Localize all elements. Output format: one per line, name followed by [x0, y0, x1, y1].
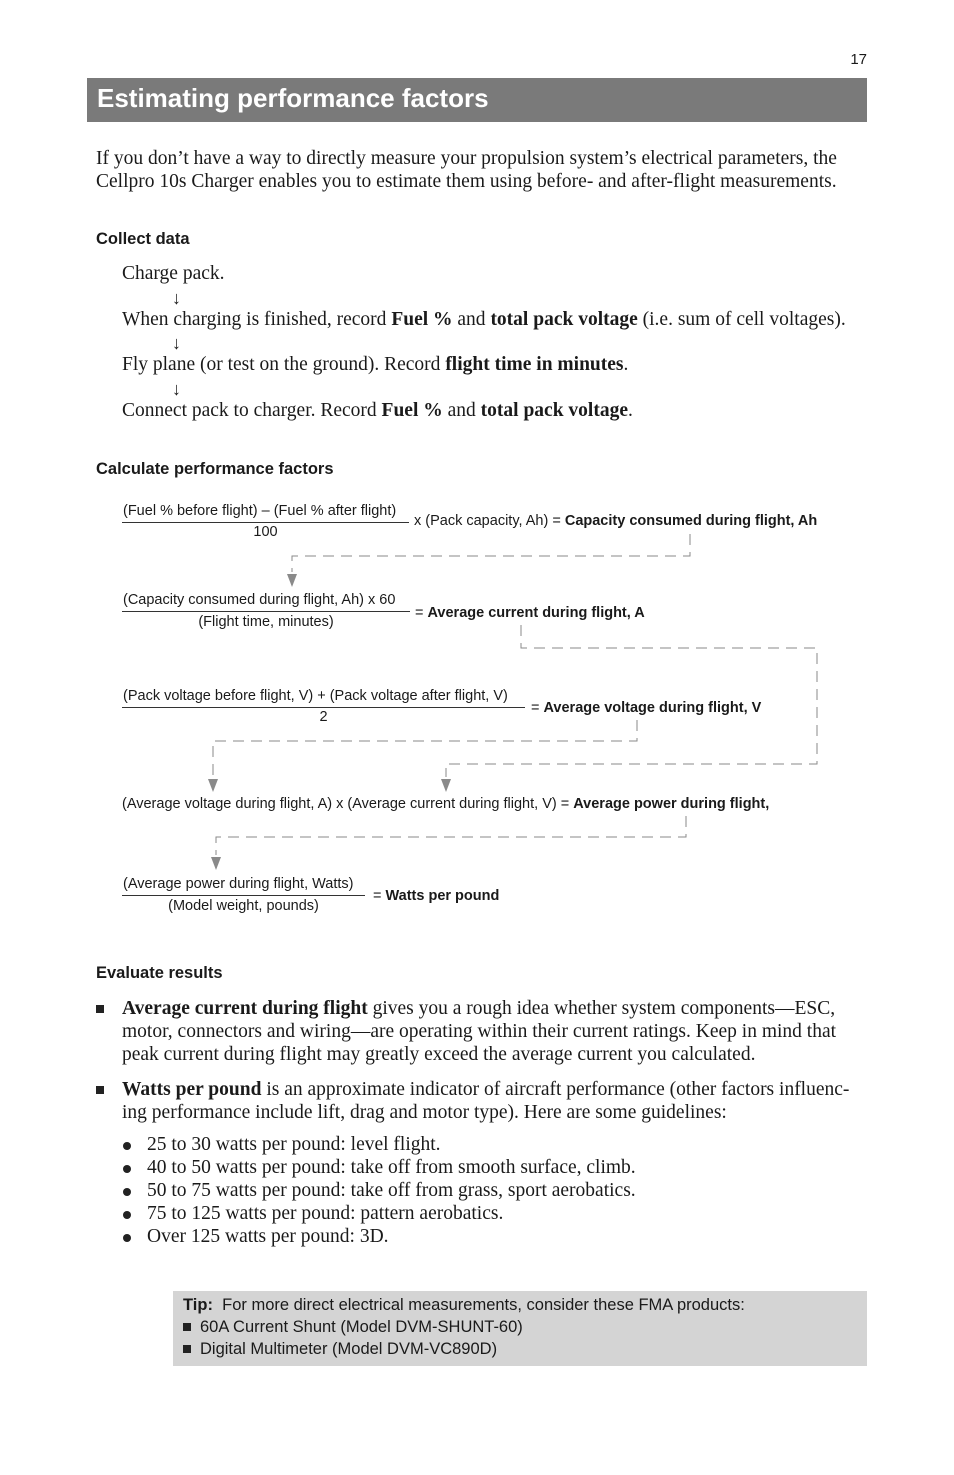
connector-power-to-wpp: [216, 816, 686, 855]
round-bullet-icon: [123, 1188, 131, 1196]
step-text: .: [623, 354, 629, 375]
section-title-bar: [87, 78, 867, 122]
step-text: Connect pack to charger. Record: [122, 400, 382, 421]
step-text: and: [452, 309, 491, 330]
fraction-bar: [122, 522, 409, 523]
formula-operator: (Average voltage during flight, A) x (Average current during flight, V) =: [122, 796, 574, 812]
step-text: and: [442, 400, 481, 421]
formula-result-label: Average current during flight, A: [427, 605, 645, 621]
formula-numerator: (Average power during flight, Watts): [123, 876, 354, 892]
step-text: Fly plane (or test on the ground). Record: [122, 354, 446, 375]
evaluate-text: is an approximate indicator of aircraft performance (other factors influenc-: [261, 1079, 850, 1100]
formula-denominator: (Model weight, pounds): [168, 898, 319, 914]
step-bold: flight time in minutes: [445, 354, 624, 375]
round-bullet-icon: [123, 1211, 131, 1219]
guideline-item: 40 to 50 watts per pound: take off from smooth surface, climb.: [147, 1157, 636, 1178]
tip-item: [183, 1318, 523, 1337]
evaluate-line: ing performance include lift, drag and motor type). Here are some guidelines:: [122, 1102, 727, 1123]
down-arrow-icon: ↓: [172, 333, 181, 353]
step-text: .: [628, 400, 633, 421]
arrowhead-icon: [441, 779, 451, 792]
connector-voltage-to-power: [213, 720, 637, 777]
collect-heading: Collect data: [96, 230, 190, 248]
guideline-item: 75 to 125 watts per pound: pattern aerobatics.: [147, 1203, 504, 1224]
square-bullet-icon: [183, 1323, 191, 1331]
formula-numerator: (Pack voltage before flight, V) + (Pack voltage after flight, V): [123, 688, 508, 704]
formula-numerator: (Fuel % before flight) – (Fuel % after flight): [123, 503, 397, 519]
formula-operator: =: [373, 888, 386, 904]
step-text: (i.e. sum of cell voltages).: [637, 309, 846, 330]
square-bullet-icon: [96, 1086, 104, 1094]
arrowhead-icon: [287, 574, 297, 587]
guideline-item: 25 to 30 watts per pound: level flight.: [147, 1134, 441, 1155]
calculate-heading: Calculate performance factors: [96, 460, 334, 478]
evaluate-item-current: [122, 997, 857, 1066]
tip-text: For more direct electrical measurements, consider these FMA products:: [212, 1296, 745, 1314]
evaluate-text: gives you a rough idea whether system components—ESC,: [367, 998, 836, 1019]
arrowhead-icon: [208, 779, 218, 792]
round-bullet-icon: [123, 1142, 131, 1150]
formula-result: [414, 513, 817, 529]
evaluate-heading: Evaluate results: [96, 964, 223, 982]
step-connect: [122, 400, 633, 422]
fraction-bar: [122, 707, 525, 708]
formula-denominator: 100: [253, 524, 278, 540]
tip-item-label: 60A Current Shunt (Model DVM-SHUNT-60): [200, 1318, 523, 1336]
round-bullet-icon: [123, 1165, 131, 1173]
square-bullet-icon: [96, 1005, 104, 1013]
fraction-bar: [122, 611, 410, 612]
evaluate-line: peak current during flight may greatly exceed the average current you calculated.: [122, 1044, 756, 1065]
step-bold: Fuel %: [381, 400, 443, 421]
square-bullet-icon: [183, 1345, 191, 1353]
step-bold: total pack voltage: [480, 400, 628, 421]
guideline-item: Over 125 watts per pound: 3D.: [147, 1226, 389, 1247]
step-bold: total pack voltage: [490, 309, 638, 330]
step-charge: Charge pack.: [122, 263, 225, 284]
formula-result-label: Watts per pound: [385, 888, 500, 904]
evaluate-bold: Average current during flight: [122, 998, 368, 1019]
formula-expression: [122, 796, 769, 812]
round-bullet-icon: [123, 1234, 131, 1242]
tip-heading: [183, 1296, 745, 1315]
evaluate-item-watts: [122, 1078, 857, 1124]
evaluate-line: [122, 1078, 857, 1101]
step-record-after-charge: [122, 309, 846, 331]
step-bold: Fuel %: [391, 309, 453, 330]
formula-result: [373, 888, 499, 904]
fraction-bar: [122, 895, 365, 896]
tip-item-label: Digital Multimeter (Model DVM-VC890D): [200, 1340, 498, 1358]
arrowhead-icon: [211, 857, 221, 870]
tip-label: Tip:: [183, 1296, 213, 1314]
formula-result-label: Average voltage during flight, V: [543, 700, 762, 716]
formula-result: [415, 605, 645, 621]
step-fly: [122, 354, 628, 376]
evaluate-line: [122, 997, 857, 1020]
formula-numerator: (Capacity consumed during flight, Ah) x 60: [123, 592, 396, 608]
down-arrow-icon: ↓: [172, 288, 181, 308]
formula-denominator: 2: [319, 709, 328, 725]
intro-paragraph: If you don’t have a way to directly measure your propulsion system’s electrical parameters, the Cellpro 10s Charger enables you to estimate them using before- and after-flight measurements.: [96, 148, 837, 192]
evaluate-line: motor, connectors and wiring—are operating within their current ratings. Keep in mind that: [122, 1021, 837, 1042]
formula-operator: x (Pack capacity, Ah) =: [414, 513, 565, 529]
formula-operator: =: [531, 700, 544, 716]
down-arrow-icon: ↓: [172, 379, 181, 399]
tip-item: [183, 1340, 497, 1359]
tip-box: [173, 1291, 867, 1366]
formula-result-label: Average power during flight,: [573, 796, 770, 812]
step-text: When charging is finished, record: [122, 309, 392, 330]
page-title: Estimating performance factors: [97, 83, 489, 113]
formula-result: [531, 700, 761, 716]
formula-operator: =: [415, 605, 428, 621]
guideline-item: 50 to 75 watts per pound: take off from grass, sport aerobatics.: [147, 1180, 636, 1201]
page-number: 17: [850, 51, 867, 68]
formula-denominator: (Flight time, minutes): [198, 614, 334, 630]
evaluate-bold: Watts per pound: [122, 1079, 262, 1100]
formula-result-label: Capacity consumed during flight, Ah: [564, 513, 818, 529]
